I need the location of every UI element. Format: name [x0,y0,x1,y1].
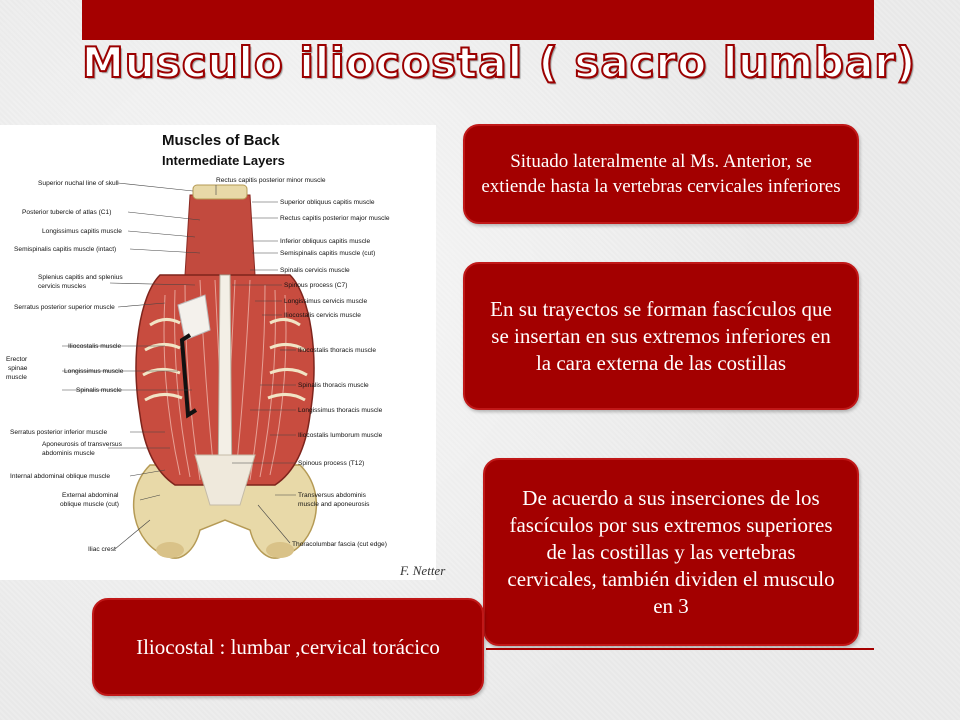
back-muscles-illustration [0,125,446,580]
label-splenius-cervicis: cervicis muscles [38,283,86,290]
label-semispinalis-capitis: Semispinalis capitis muscle (intact) [14,246,117,253]
label-iliac-crest: Iliac crest [88,546,116,553]
label-external-abdominal: External abdominal [62,492,119,499]
label-iliocostalis-lumborum: Iliocostalis lumborum muscle [298,432,383,439]
label-longissimus-thoracis: Longissimus thoracis muscle [298,407,383,414]
label-iliocostalis-cervicis: Iliocostalis cervicis muscle [284,312,361,319]
label-superior-nuchal-line: Superior nuchal line of skull [38,180,119,187]
skull-base-shape [193,185,247,199]
right-hip-shape [266,542,294,558]
label-superior-obliquus: Superior obliquus capitis muscle [280,199,375,206]
label-erector-2: spinae [8,365,28,372]
info-box-trajectory-text: En su trayectos se forman fascículos que se insertan en sus extremos inferiores en la cara externa de las costillas [490,296,832,375]
label-spinalis-cervicis: Spinalis cervicis muscle [280,267,350,274]
label-thoracolumbar-fascia: Thoracolumbar fascia (cut edge) [292,541,387,548]
info-box-insertions-text: De acuerdo a sus inserciones de los fascículos por sus extremos superiores de las costillas y las vertebras cervicales, también dividen el musculo en 3 [507,485,835,618]
label-serratus-posterior-superior: Serratus posterior superior muscle [14,304,115,311]
bottom-accent-line [486,648,874,650]
figure-heading: Muscles of Back [162,132,280,149]
label-inferior-obliquus: Inferior obliquus capitis muscle [280,238,371,245]
neck-muscles-shape [185,195,255,275]
label-erector-1: Erector [6,356,28,363]
label-spinous-process-c7: Spinous process (C7) [284,282,348,289]
label-internal-abdominal-oblique: Internal abdominal oblique muscle [10,473,111,480]
info-box-insertions [483,458,859,646]
label-muscle-aponeurosis: muscle and aponeurosis [298,501,370,508]
label-erector-3: muscle [6,374,27,381]
info-box-location [463,124,859,224]
label-semispinalis-cut: Semispinalis capitis muscle (cut) [280,250,376,257]
label-spinalis: Spinalis muscle [76,387,122,394]
label-splenius-capitis: Splenius capitis and splenius [38,274,123,281]
anatomy-figure [0,125,446,580]
label-transversus-abdominis: Transversus abdominis [298,492,366,499]
label-serratus-posterior-inferior: Serratus posterior inferior muscle [10,429,108,436]
label-longissimus: Longissimus muscle [64,368,124,375]
label-iliocostalis: Iliocostalis muscle [68,343,122,350]
figure-subheading: Intermediate Layers [162,153,285,168]
slide-title: Musculo iliocostal ( sacro lumbar) [82,38,917,87]
label-rectus-capitis-major: Rectus capitis posterior major muscle [280,215,390,222]
info-box-divisions-text: Iliocostal : lumbar ,cervical torácico [136,634,440,659]
info-box-divisions [92,598,484,696]
artist-signature: F. Netter [400,563,446,578]
left-labels [6,180,124,553]
label-aponeurosis-transversus: Aponeurosis of transversus [42,441,122,448]
label-posterior-tubercle: Posterior tubercle of atlas (C1) [22,209,112,216]
label-longissimus-capitis: Longissimus capitis muscle [42,228,122,235]
label-longissimus-cervicis: Longissimus cervicis muscle [284,298,368,305]
label-abdominis-muscle: abdominis muscle [42,450,95,457]
label-rectus-capitis-minor: Rectus capitis posterior minor muscle [216,177,326,184]
top-accent-bar [82,0,874,40]
info-box-trajectory [463,262,859,410]
left-hip-shape [156,542,184,558]
label-spinalis-thoracis: Spinalis thoracis muscle [298,382,369,389]
label-iliocostalis-thoracis: Iliocostalis thoracis muscle [298,347,377,354]
info-box-location-text: Situado lateralmente al Ms. Anterior, se extiende hasta la vertebras cervicales inferiores [481,151,841,197]
label-spinous-process-t12: Spinous process (T12) [298,460,365,467]
label-oblique-cut: oblique muscle (cut) [60,501,120,508]
